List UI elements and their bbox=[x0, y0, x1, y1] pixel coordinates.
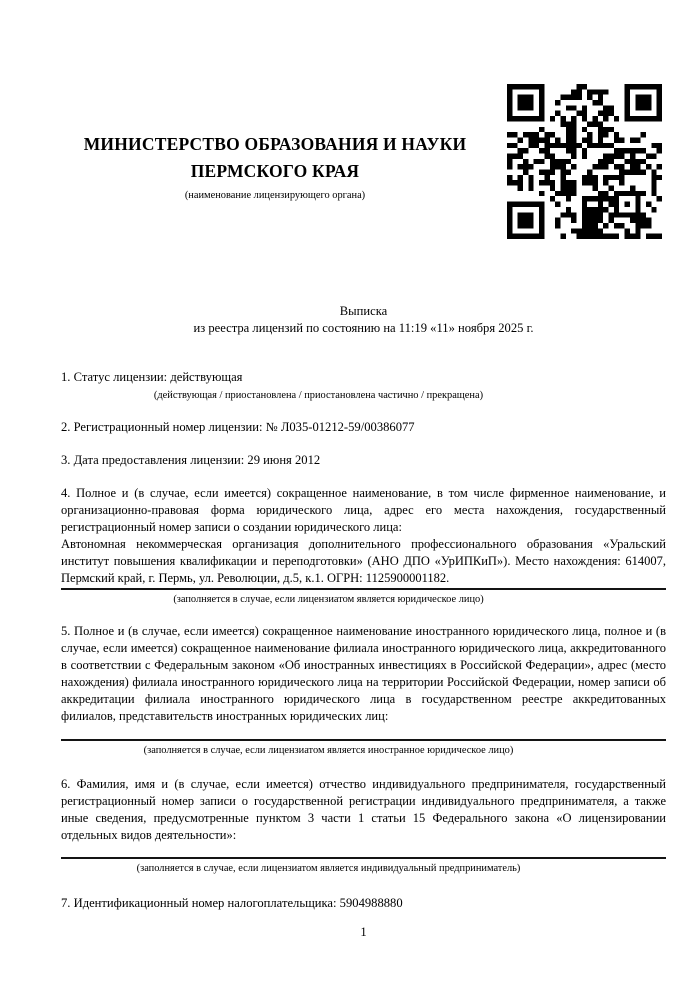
authority-field-caption: (наименование лицензирующего органа) bbox=[184, 190, 366, 201]
item-foreign-entity bbox=[61, 623, 666, 725]
legal-entity-value: Автономная некоммерческая организация дополнительного профессионального образования «Уральский институт повышения квалификации и переподготовки» (АНО ДПО «УрИПКиП»). Место нахождения: 614007, Пермский край, г. Пермь, ул. Революции, д.5, к.1. ОГРН: 1125900001182. bbox=[61, 537, 666, 585]
blank-field-rule-foreign-entity bbox=[61, 739, 666, 741]
item-grant-date: 3. Дата предоставления лицензии: 29 июня 2012 bbox=[61, 453, 321, 467]
legal-entity-field-caption: (заполняется в случае, если лицензиатом является юридическое лицо) bbox=[173, 594, 484, 605]
item-license-status bbox=[61, 369, 666, 402]
document-title-line1: Выписка bbox=[339, 304, 388, 318]
page-number: 1 bbox=[360, 925, 367, 939]
qr-code bbox=[507, 84, 662, 239]
legal-entity-clause: 4. Полное и (в случае, если имеется) сокращенное наименование, в том числе фирменное наименование, и организационно-правовая форма юридического лица, адрес его места нахождения, государственный регистрационный номер записи о создании юридического лица: bbox=[61, 486, 666, 534]
item-legal-entity bbox=[61, 485, 666, 587]
ministry-name-line2: ПЕРМСКОГО КРАЯ bbox=[190, 161, 360, 181]
blank-field-rule-entrepreneur bbox=[61, 857, 666, 859]
license-status-options-caption: (действующая / приостановлена / приостановлена частично / прекращена) bbox=[153, 390, 484, 401]
entrepreneur-field-caption: (заполняется в случае, если лицензиатом является индивидуальный предприниматель) bbox=[136, 863, 521, 874]
item-registration-number: 2. Регистрационный номер лицензии: № Л035-01212-59/00386077 bbox=[61, 420, 415, 434]
ministry-name-line1: МИНИСТЕРСТВО ОБРАЗОВАНИЯ И НАУКИ bbox=[83, 134, 467, 154]
blank-field-rule-legal-entity bbox=[61, 588, 666, 590]
entrepreneur-clause: 6. Фамилия, имя и (в случае, если имеется) отчество индивидуального предпринимателя, государственный регистрационный номер записи о государственной регистрации индивидуального предпринимателя, а также иные сведения, предусмотренные пунктом 3 части 1 статьи 15 Федерального закона «О лицензировании отдельных видов деятельности»: bbox=[61, 777, 666, 842]
license-status-text: 1. Статус лицензии: действующая bbox=[61, 370, 243, 384]
document-title-line2: из реестра лицензий по состоянию на 11:19 «11» ноября 2025 г. bbox=[193, 321, 534, 335]
foreign-entity-field-caption: (заполняется в случае, если лицензиатом является иностранное юридическое лицо) bbox=[143, 745, 514, 756]
document-title bbox=[61, 303, 666, 337]
licensing-authority-header bbox=[55, 131, 495, 202]
foreign-entity-clause: 5. Полное и (в случае, если имеется) сокращенное наименование иностранного юридического лица, полное и (в случае, если имеется) сокращенное наименование филиала иностранного юридического лица, аккредитованного в соответствии с Федеральным законом «Об иностранных инвестициях в Российской Федерации», адрес (место нахождения) филиала иностранного юридического лица на территории Российской Федерации, номер записи об аккредитации филиала иностранного юридического лица в государственном реестре аккредитованных филиалов, представительств иностранных юридических лиц: bbox=[61, 624, 666, 723]
item-taxpayer-id: 7. Идентификационный номер налогоплательщика: 5904988880 bbox=[61, 896, 403, 910]
item-entrepreneur bbox=[61, 776, 666, 844]
